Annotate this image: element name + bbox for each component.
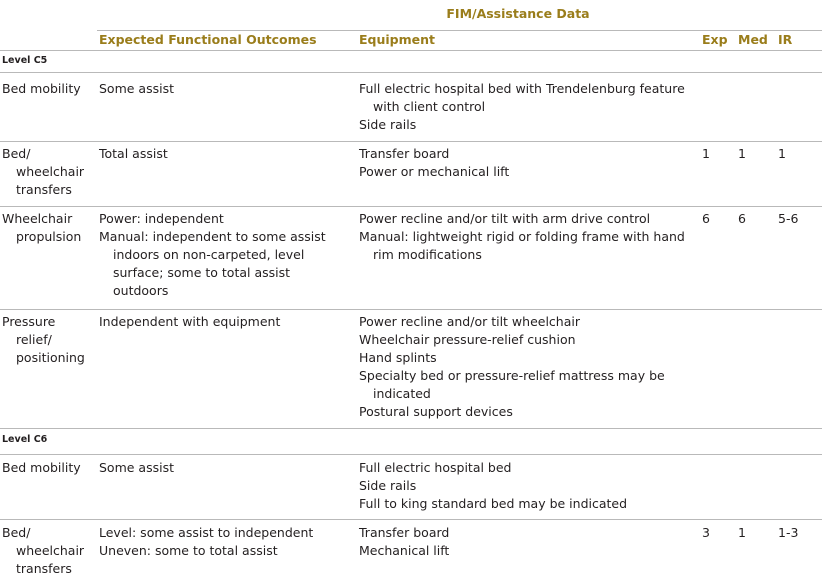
outcomes-cell bbox=[99, 80, 174, 98]
activity-line: Bed mobility bbox=[2, 460, 81, 475]
equipment-line: Postural support devices bbox=[359, 404, 513, 419]
activity-cell bbox=[2, 210, 81, 246]
activity-cell bbox=[2, 524, 84, 578]
equipment-line: Wheelchair pressure-relief cushion bbox=[359, 332, 576, 347]
equipment-line: Full to king standard bed may be indicated bbox=[359, 496, 628, 511]
outcome-line: surface; some to total assist bbox=[113, 265, 291, 280]
equipment-line: Transfer board bbox=[359, 525, 450, 540]
equipment-line: Side rails bbox=[359, 117, 417, 132]
equipment-cell bbox=[359, 210, 685, 264]
activity-line: transfers bbox=[16, 182, 72, 197]
equipment-line: Power or mechanical lift bbox=[359, 164, 510, 179]
equipment-line: Full electric hospital bed bbox=[359, 460, 512, 475]
outcomes-cell bbox=[99, 459, 174, 477]
outcome-line: Uneven: some to total assist bbox=[99, 543, 278, 558]
outcome-line: Independent with equipment bbox=[99, 314, 281, 329]
med-value: 1 bbox=[738, 146, 746, 161]
activity-line: relief/ bbox=[16, 332, 52, 347]
activity-cell bbox=[2, 80, 81, 98]
outcome-line: Some assist bbox=[99, 81, 174, 96]
section-label-c6: Level C6 bbox=[2, 434, 48, 445]
ir-value: 1-3 bbox=[778, 525, 799, 540]
activity-line: propulsion bbox=[16, 229, 82, 244]
activity-line: Bed/ bbox=[2, 525, 31, 540]
equipment-line: Side rails bbox=[359, 478, 417, 493]
outcomes-cell bbox=[99, 145, 168, 163]
equipment-cell bbox=[359, 313, 665, 421]
activity-line: Wheelchair bbox=[2, 211, 73, 226]
equipment-cell bbox=[359, 80, 685, 134]
activity-cell bbox=[2, 459, 81, 477]
activity-line: wheelchair bbox=[16, 164, 85, 179]
outcome-line: outdoors bbox=[113, 283, 169, 298]
equipment-line: rim modifications bbox=[373, 247, 482, 262]
equipment-cell bbox=[359, 524, 449, 560]
med-value: 6 bbox=[738, 211, 746, 226]
row-divider bbox=[0, 428, 822, 429]
row-divider bbox=[0, 519, 822, 520]
equipment-line: Transfer board bbox=[359, 146, 450, 161]
row-divider bbox=[0, 72, 822, 73]
exp-value: 3 bbox=[702, 525, 710, 540]
equipment-line: Manual: lightweight rigid or folding frame with hand bbox=[359, 229, 685, 244]
ir-value: 1 bbox=[778, 146, 786, 161]
outcome-line: Level: some assist to independent bbox=[99, 525, 314, 540]
outcome-line: Some assist bbox=[99, 460, 174, 475]
row-divider bbox=[0, 454, 822, 455]
equipment-line: Full electric hospital bed with Trendelenburg feature bbox=[359, 81, 685, 96]
activity-line: Bed/ bbox=[2, 146, 31, 161]
equipment-line: Mechanical lift bbox=[359, 543, 450, 558]
outcomes-cell bbox=[99, 524, 313, 560]
activity-line: wheelchair bbox=[16, 543, 85, 558]
equipment-cell bbox=[359, 145, 509, 181]
row-divider bbox=[0, 309, 822, 310]
activity-line: positioning bbox=[16, 350, 85, 365]
section-label-c5: Level C5 bbox=[2, 55, 48, 66]
activity-cell bbox=[2, 145, 84, 199]
activity-line: Pressure bbox=[2, 314, 56, 329]
outcome-line: Total assist bbox=[99, 146, 168, 161]
equipment-line: with client control bbox=[373, 99, 486, 114]
equipment-cell bbox=[359, 459, 627, 513]
exp-value: 1 bbox=[702, 146, 710, 161]
outcome-line: Power: independent bbox=[99, 211, 224, 226]
outcomes-cell bbox=[99, 313, 280, 331]
equipment-line: Specialty bed or pressure-relief mattress may be bbox=[359, 368, 665, 383]
column-header-exp: Exp bbox=[702, 32, 728, 47]
med-value: 1 bbox=[738, 525, 746, 540]
row-divider bbox=[0, 141, 822, 142]
equipment-line: Power recline and/or tilt wheelchair bbox=[359, 314, 581, 329]
exp-value: 6 bbox=[702, 211, 710, 226]
row-divider bbox=[0, 206, 822, 207]
column-header-med: Med bbox=[738, 32, 768, 47]
outcome-line: Manual: independent to some assist bbox=[99, 229, 326, 244]
fim-group-title: FIM/Assistance Data bbox=[446, 6, 590, 21]
activity-line: transfers bbox=[16, 561, 72, 576]
equipment-line: Power recline and/or tilt with arm drive control bbox=[359, 211, 651, 226]
equipment-line: Hand splints bbox=[359, 350, 437, 365]
ir-value: 5-6 bbox=[778, 211, 799, 226]
outcome-line: indoors on non-carpeted, level bbox=[113, 247, 305, 262]
row-divider bbox=[0, 50, 822, 51]
equipment-line: indicated bbox=[373, 386, 431, 401]
column-header-ir: IR bbox=[778, 32, 793, 47]
activity-cell bbox=[2, 313, 85, 367]
column-header-outcomes: Expected Functional Outcomes bbox=[99, 32, 317, 47]
outcomes-cell bbox=[99, 210, 326, 300]
activity-line: Bed mobility bbox=[2, 81, 81, 96]
column-header-equipment: Equipment bbox=[359, 32, 435, 47]
